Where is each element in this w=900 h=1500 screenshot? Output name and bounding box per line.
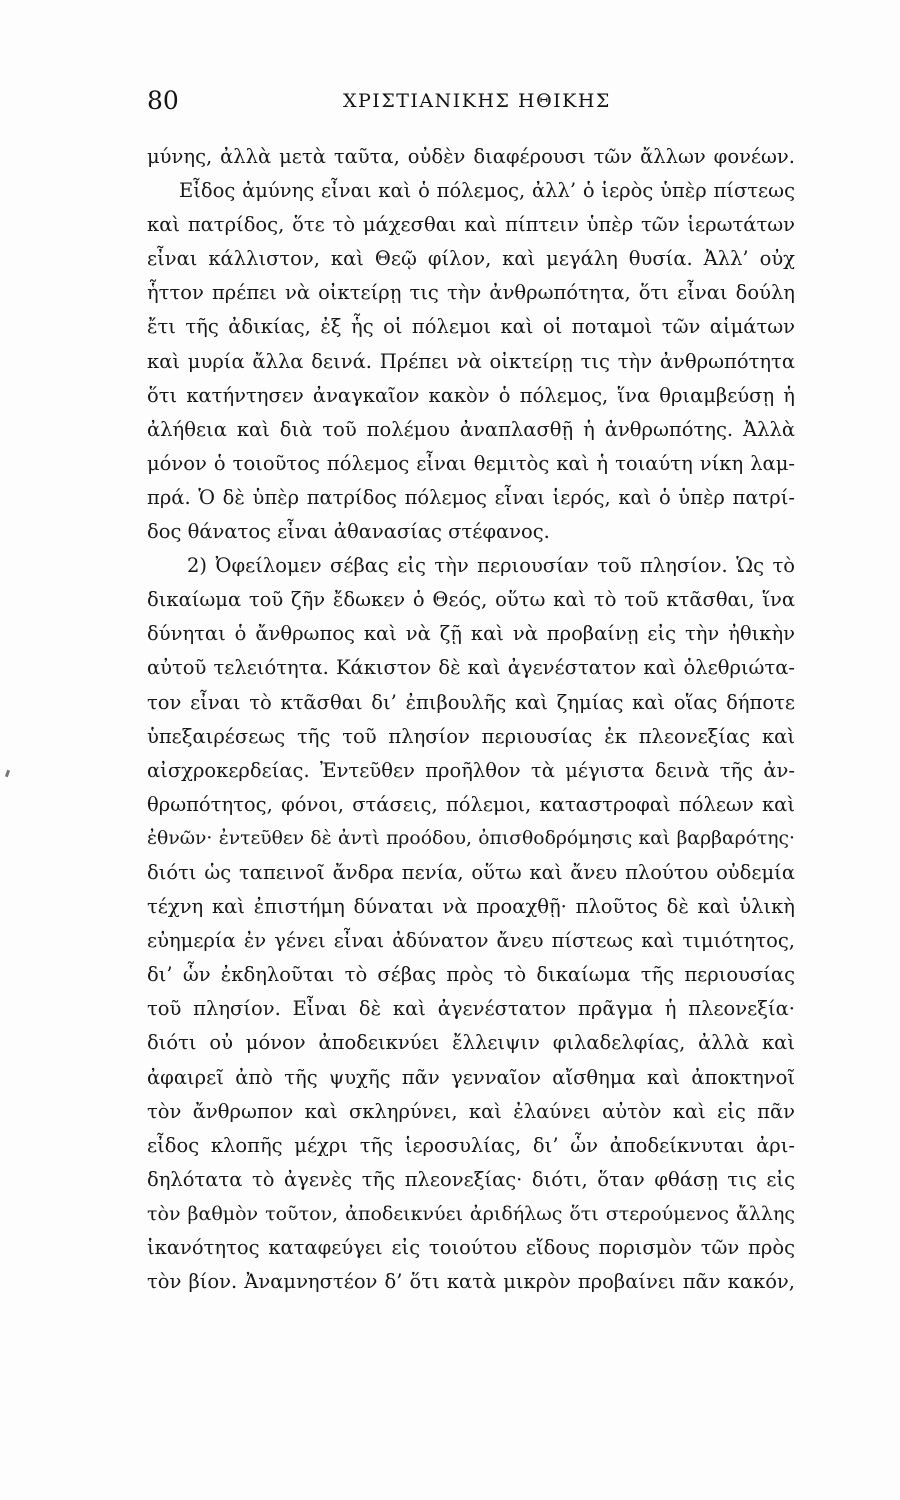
text-line: μύνης, ἀλλὰ μετὰ ταῦτα, οὐδὲν διαφέρουσι τῶν ἄλλων φονέων.: [147, 145, 795, 168]
text-line: εἶδος κλοπῆς μέχρι τῆς ἱεροσυλίας, δι’ ὧν ἀποδείκνυται ἀρι-: [147, 1133, 795, 1157]
text-line: ἔτι τῆς ἀδικίας, ἐξ ἧς οἱ πόλεμοι καὶ οἱ ποταμοὶ τῶν αἱμάτων: [147, 315, 795, 339]
text-line: δος θάνατος εἶναι ἀθανασίας στέφανος.: [147, 520, 550, 544]
text-line: ὑπεξαιρέσεως τῆς τοῦ πλησίον περιουσίας ἐκ πλεονεξίας καὶ: [147, 724, 795, 748]
text-line: ἀλήθεια καὶ διὰ τοῦ πολέμου ἀναπλασθῇ ἡ ἀνθρωπότης. Ἀλλὰ: [147, 417, 795, 441]
text-line: διότι οὐ μόνον ἀποδεικνύει ἔλλειψιν φιλαδελφίας, ἀλλὰ καὶ: [147, 1031, 795, 1055]
text-line: δηλότατα τὸ ἀγενὲς τῆς πλεονεξίας· διότι, ὅταν φθάσῃ τις εἰς: [147, 1167, 795, 1191]
text-line: τοῦ πλησίον. Εἶναι δὲ καὶ ἀγενέστατον πρᾶγμα ἡ πλεονεξία·: [147, 997, 795, 1021]
text-line: δι’ ὧν ἐκδηλοῦται τὸ σέβας πρὸς τὸ δικαίωμα τῆς περιουσίας: [147, 963, 795, 987]
text-line: καὶ μυρία ἄλλα δεινά. Πρέπει νὰ οἰκτείρῃ τις τὴν ἀνθρωπότητα: [147, 349, 795, 373]
text-line: εὐημερία ἐν γένει εἶναι ἀδύνατον ἄνευ πίστεως καὶ τιμιότητος,: [147, 929, 795, 953]
text-line: διότι ὡς ταπεινοῖ ἄνδρα πενία, οὕτω καὶ ἄνευ πλούτου οὐδεμία: [147, 860, 795, 884]
text-line: εἶναι κάλλιστον, καὶ Θεῷ φίλον, καὶ μεγάλη θυσία. Ἀλλ’ οὐχ: [147, 247, 795, 271]
text-line: ἱκανότητος καταφεύγει εἰς τοιούτου εἴδους πορισμὸν τῶν πρὸς: [147, 1236, 795, 1259]
text-line: αὐτοῦ τελειότητα. Κάκιστον δὲ καὶ ἀγενέστατον καὶ ὀλεθριώτα-: [147, 656, 795, 680]
text-line: 2) Ὀφείλομεν σέβας εἰς τὴν περιουσίαν τοῦ πλησίον. Ὡς τὸ: [187, 554, 795, 578]
text-line: τὸν ἄνθρωπον καὶ σκληρύνει, καὶ ἐλαύνει αὐτὸν καὶ εἰς πᾶν: [147, 1099, 795, 1123]
text-line: δικαίωμα τοῦ ζῆν ἔδωκεν ὁ Θεός, οὕτω καὶ τὸ τοῦ κτᾶσθαι, ἵνα: [147, 588, 795, 612]
text-line: ἧττον πρέπει νὰ οἰκτείρῃ τις τὴν ἀνθρωπότητα, ὅτι εἶναι δούλη: [147, 281, 795, 305]
text-line: θρωπότητος, φόνοι, στάσεις, πόλεμοι, καταστροφαὶ πόλεων καὶ: [147, 792, 795, 816]
text-line: μόνον ὁ τοιοῦτος πόλεμος εἶναι θεμιτὸς καὶ ἡ τοιαύτη νίκη λαμ-: [147, 451, 795, 475]
text-line: Εἶδος ἀμύνης εἶναι καὶ ὁ πόλεμος, ἀλλ’ ὁ ἱερὸς ὑπὲρ πίστεως: [179, 179, 795, 203]
text-line: τὸν βίον. Ἀναμνηστέον δ’ ὅτι κατὰ μικρὸν προβαίνει πᾶν κακόν,: [147, 1270, 795, 1294]
text-line: τὸν βαθμὸν τοῦτον, ἀποδεικνύει ἀριδήλως ὅτι στερούμενος ἄλλης: [147, 1202, 795, 1225]
page-number: 80: [147, 86, 179, 115]
text-line: αἰσχροκερδείας. Ἐντεῦθεν προῆλθον τὰ μέγιστα δεινὰ τῆς ἀν-: [147, 758, 795, 782]
text-line: τον εἶναι τὸ κτᾶσθαι δι’ ἐπιβουλῆς καὶ ζημίας καὶ οἵας δήποτε: [147, 690, 795, 714]
text-line: δύνηται ὁ ἄνθρωπος καὶ νὰ ζῇ καὶ νὰ προβαίνῃ εἰς τὴν ἠθικὴν: [147, 622, 795, 646]
text-line: ὅτι κατήντησεν ἀναγκαῖον κακὸν ὁ πόλεμος, ἵνα θριαμβεύσῃ ἡ: [147, 383, 795, 407]
running-head: [147, 84, 793, 124]
text-line: καὶ πατρίδος, ὅτε τὸ μάχεσθαι καὶ πίπτειν ὑπὲρ τῶν ἱερωτάτων: [147, 213, 795, 237]
body-text: [147, 140, 795, 1299]
text-line: ἐθνῶν· ἐντεῦθεν δὲ ἀντὶ προόδου, ὀπισθοδρόμησις καὶ βαρβαρότης·: [147, 827, 795, 849]
text-line: τέχνη καὶ ἐπιστήμη δύναται νὰ προαχθῇ· πλοῦτος δὲ καὶ ὑλικὴ: [147, 895, 795, 919]
text-line: ἀφαιρεῖ ἀπὸ τῆς ψυχῆς πᾶν γενναῖον αἴσθημα καὶ ἀποκτηνοῖ: [147, 1065, 795, 1089]
running-title: ΧΡΙΣΤΙΑΝΙΚΗΣ ΗΘΙΚΗΣ: [343, 90, 611, 112]
text-line: πρά. Ὁ δὲ ὑπὲρ πατρίδος πόλεμος εἶναι ἱερός, καὶ ὁ ὑπὲρ πατρί-: [147, 485, 795, 509]
margin-speck: [5, 770, 10, 778]
